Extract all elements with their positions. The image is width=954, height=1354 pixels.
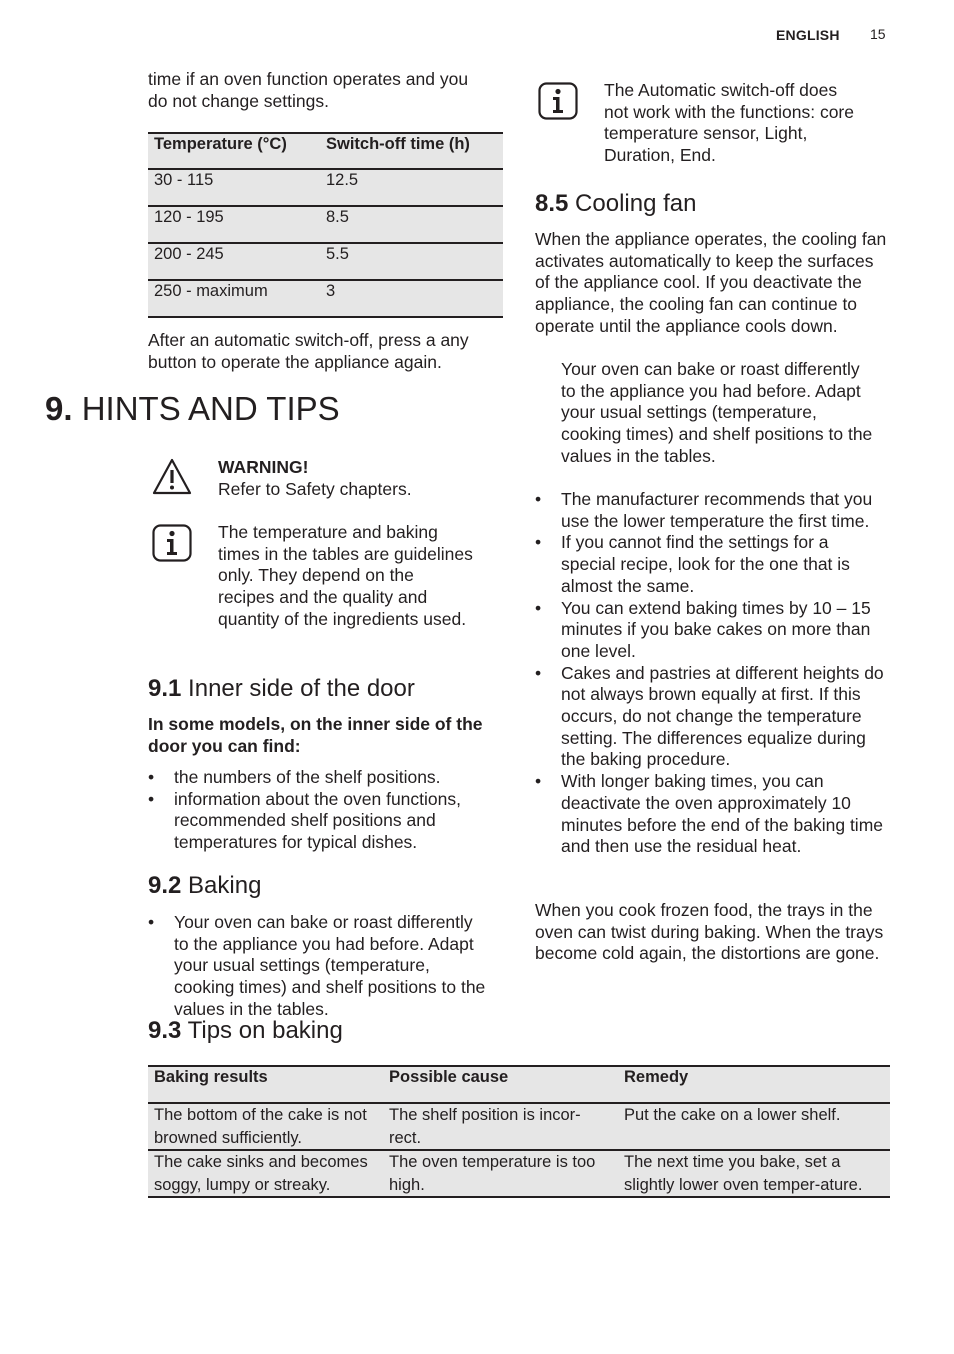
chapter-heading	[45, 391, 340, 427]
door-info-list	[148, 767, 500, 854]
baking-first-item-part2	[561, 359, 879, 489]
switchoff-table	[148, 132, 503, 318]
table-cell: 12.5	[320, 169, 503, 206]
section-heading-9-1	[148, 675, 415, 703]
list-item: • With longer baking times, you can deactivate the oven approximately 10 minutes before the end of the baking time and then use the residual heat.	[535, 771, 885, 858]
section-lead: In some models, on the inner side of the door you can find:	[148, 714, 483, 756]
column-header: Switch-off time (h)	[320, 133, 503, 169]
section-number: 9.3	[148, 1017, 182, 1044]
table-cell: 8.5	[320, 206, 503, 243]
section-heading-9-3	[148, 1017, 343, 1045]
column-header: Remedy	[618, 1066, 890, 1103]
table-cell: The bottom of the cake is not browned sufficiently.	[148, 1103, 383, 1150]
baking-tips-table-wrap	[148, 1065, 890, 1198]
table-row	[148, 169, 503, 206]
bullet: •	[148, 912, 155, 932]
chapter-number: 9.	[45, 390, 73, 427]
info-note-guidelines: The temperature and baking times in the tables are guidelines only. They depend on the recipes and the quality and quantity of the ingredients used.	[218, 522, 473, 629]
column-header: Temperature (°C)	[148, 133, 320, 169]
table-cell: The cake sinks and becomes soggy, lumpy or streaky.	[148, 1150, 383, 1197]
section-number: 9.2	[148, 872, 182, 899]
warning-icon	[152, 458, 192, 496]
baking-tips-list	[535, 489, 885, 858]
section-heading-8-5	[535, 190, 696, 218]
header-language: ENGLISH	[776, 27, 840, 43]
section-number: 8.5	[535, 190, 569, 217]
section-title: Tips on baking	[187, 1017, 343, 1044]
section-title: Inner side of the door	[188, 675, 415, 702]
list-item: Your oven can bake or roast differently to the appliance you had before. Adapt your usual settings (temperature, cooking times) and shelf positions to the values in the tables.	[174, 912, 486, 1019]
table-cell: 5.5	[320, 243, 503, 280]
table-header-row	[148, 1066, 890, 1103]
table-cell: The oven temperature is too high.	[383, 1150, 618, 1197]
frozen-food-text: When you cook frozen food, the trays in the oven can twist during baking. When the trays become cold again, the distortions are gone.	[535, 900, 884, 964]
table-cell: 3	[320, 280, 503, 317]
switchoff-table-wrap	[148, 132, 503, 318]
list-item: • Cakes and pastries at different heights do not always brown equally at first. If this occurs, do not change the temperature setting. The differences equalize during the baking procedure.	[535, 663, 885, 772]
table-cell: Put the cake on a lower shelf.	[618, 1103, 890, 1150]
list-item: • the numbers of the shelf positions.	[148, 767, 500, 789]
section-title: Cooling fan	[575, 190, 697, 217]
chapter-title: HINTS AND TIPS	[81, 390, 340, 427]
table-row	[148, 206, 503, 243]
column-header: Possible cause	[383, 1066, 618, 1103]
table-cell: The next time you bake, set a slightly lower oven temper-ature.	[618, 1150, 890, 1197]
section-title: Baking	[188, 872, 262, 899]
list-item: • The manufacturer recommends that you use the lower temperature the first time.	[535, 489, 885, 532]
table-row	[148, 1150, 890, 1197]
table-row	[148, 280, 503, 317]
baking-first-item-part1	[148, 912, 500, 1019]
table-cell: 250 - maximum	[148, 280, 320, 317]
intro-text: time if an oven function operates and you do not change settings.	[148, 69, 469, 111]
table-cell: 120 - 195	[148, 206, 320, 243]
table-cell: 30 - 115	[148, 169, 320, 206]
table-row	[148, 1103, 890, 1150]
list-item: • If you cannot find the settings for a special recipe, look for the one that is almost the same.	[535, 532, 885, 597]
list-item: • You can extend baking times by 10 – 15 minutes if you bake cakes on more than one level.	[535, 598, 885, 663]
column-header: Baking results	[148, 1066, 383, 1103]
table-cell: 200 - 245	[148, 243, 320, 280]
page-number: 15	[870, 26, 886, 42]
table-row	[148, 243, 503, 280]
table-header-row	[148, 133, 503, 169]
list-item-continuation: Your oven can bake or roast differently to the appliance you had before. Adapt your usual settings (temperature, cooking times) and shelf positions to the values in the tables.	[561, 359, 873, 466]
section-number: 9.1	[148, 675, 182, 702]
info-icon	[538, 82, 578, 120]
section-heading-9-2	[148, 872, 261, 900]
warning-text: Refer to Safety chapters.	[218, 479, 412, 499]
table-cell: The shelf position is incor-rect.	[383, 1103, 618, 1150]
list-item: • information about the oven functions, recommended shelf positions and temperatures for typical dishes.	[148, 789, 500, 854]
info-icon	[152, 524, 192, 562]
after-switchoff-text: After an automatic switch-off, press a any button to operate the appliance again.	[148, 330, 469, 372]
cooling-fan-text: When the appliance operates, the cooling fan activates automatically to keep the surfaces of the appliance cool. If you deactivate the appliance, the cooling fan can continue to operate until the appliance cools down.	[535, 229, 887, 336]
warning-title: WARNING!	[218, 457, 309, 477]
baking-tips-table	[148, 1065, 890, 1198]
info-note-autoswitchoff: The Automatic switch-off does not work with the functions: core temperature sensor, Light, Duration, End.	[604, 80, 854, 166]
